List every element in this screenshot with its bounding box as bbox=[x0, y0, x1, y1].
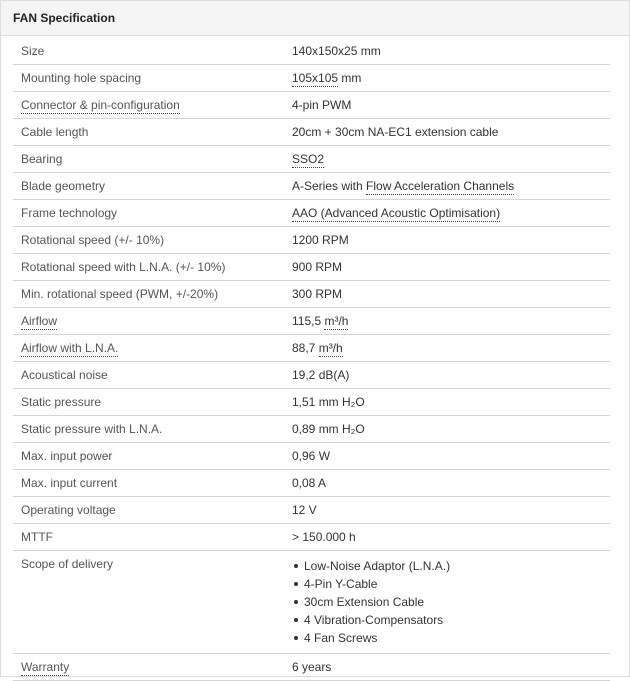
spec-value: 0,89 mm H₂O bbox=[292, 422, 365, 436]
spec-value-link[interactable]: AAO (Advanced Acoustic Optimisation) bbox=[292, 206, 501, 220]
spec-label: Max. input current bbox=[21, 476, 118, 490]
spec-value-suffix: mm bbox=[338, 71, 362, 85]
spec-label: Mounting hole spacing bbox=[21, 71, 142, 85]
spec-label bbox=[13, 654, 284, 680]
spec-value-prefix: A-Series with bbox=[292, 179, 367, 193]
table-row bbox=[13, 146, 610, 173]
list-item: 30cm Extension Cable bbox=[292, 593, 610, 611]
spec-value: 900 RPM bbox=[292, 260, 343, 274]
spec-value: 0,96 W bbox=[292, 449, 331, 463]
spec-value bbox=[284, 551, 610, 653]
spec-value-link[interactable]: Flow Acceleration Channels bbox=[366, 179, 515, 193]
spec-label bbox=[13, 335, 284, 361]
table-row bbox=[13, 173, 610, 200]
spec-value: 300 RPM bbox=[292, 287, 343, 301]
spec-table bbox=[13, 38, 610, 681]
table-row bbox=[13, 254, 610, 281]
spec-label-link[interactable]: Warranty bbox=[21, 660, 70, 674]
spec-label: Frame technology bbox=[21, 206, 118, 220]
spec-value: 12 V bbox=[292, 503, 317, 517]
spec-value bbox=[284, 335, 610, 361]
spec-label: Min. rotational speed (PWM, +/-20%) bbox=[21, 287, 219, 301]
spec-value-prefix: 115,5 bbox=[292, 314, 325, 328]
spec-value bbox=[284, 308, 610, 334]
list-item: 4 Vibration-Compensators bbox=[292, 611, 610, 629]
table-row bbox=[13, 308, 610, 335]
table-row bbox=[13, 200, 610, 227]
spec-label: Acoustical noise bbox=[21, 368, 108, 382]
table-row bbox=[13, 524, 610, 551]
spec-label: Blade geometry bbox=[21, 179, 106, 193]
table-row bbox=[13, 443, 610, 470]
spec-label: Scope of delivery bbox=[21, 557, 114, 571]
spec-label-link[interactable]: Airflow bbox=[21, 314, 58, 328]
table-row bbox=[13, 470, 610, 497]
table-row bbox=[13, 416, 610, 443]
spec-value bbox=[284, 65, 610, 91]
spec-label: Rotational speed with L.N.A. (+/- 10%) bbox=[21, 260, 226, 274]
table-row bbox=[13, 362, 610, 389]
spec-value: 6 years bbox=[292, 660, 332, 674]
spec-value-link[interactable]: SSO2 bbox=[292, 152, 325, 166]
table-row bbox=[13, 38, 610, 65]
spec-value bbox=[284, 200, 610, 226]
spec-label: Rotational speed (+/- 10%) bbox=[21, 233, 165, 247]
list-item: 4-Pin Y-Cable bbox=[292, 575, 610, 593]
spec-label-link[interactable]: Airflow with L.N.A. bbox=[21, 341, 119, 355]
table-row bbox=[13, 389, 610, 416]
spec-label: Max. input power bbox=[21, 449, 113, 463]
list-item: 4 Fan Screws bbox=[292, 629, 610, 647]
spec-label: MTTF bbox=[21, 530, 53, 544]
spec-value: 1200 RPM bbox=[292, 233, 349, 247]
spec-label: Operating voltage bbox=[21, 503, 116, 517]
spec-label: Static pressure bbox=[21, 395, 102, 409]
spec-value-link[interactable]: m³/h bbox=[318, 341, 343, 355]
spec-value-prefix: 88,7 bbox=[292, 341, 319, 355]
table-row bbox=[13, 281, 610, 308]
spec-value-link[interactable]: m³/h bbox=[324, 314, 349, 328]
spec-label: Static pressure with L.N.A. bbox=[21, 422, 163, 436]
spec-label: Bearing bbox=[21, 152, 63, 166]
table-row bbox=[13, 335, 610, 362]
table-row bbox=[13, 65, 610, 92]
spec-value-link[interactable]: 105x105 bbox=[292, 71, 339, 85]
table-row bbox=[13, 119, 610, 146]
table-row bbox=[13, 227, 610, 254]
delivery-list bbox=[292, 557, 610, 647]
spec-label bbox=[13, 92, 284, 118]
panel-title: FAN Specification bbox=[1, 1, 629, 36]
list-item: Low-Noise Adaptor (L.N.A.) bbox=[292, 557, 610, 575]
spec-label-link[interactable]: Connector & pin-configuration bbox=[21, 98, 180, 112]
table-row bbox=[13, 92, 610, 119]
table-row bbox=[13, 551, 610, 654]
spec-value: 1,51 mm H₂O bbox=[292, 395, 365, 409]
spec-value: 140x150x25 mm bbox=[292, 44, 381, 58]
spec-label: Size bbox=[21, 44, 45, 58]
spec-value bbox=[284, 146, 610, 172]
table-row bbox=[13, 497, 610, 524]
spec-label: Cable length bbox=[21, 125, 89, 139]
spec-label bbox=[13, 308, 284, 334]
spec-value: 19,2 dB(A) bbox=[292, 368, 350, 382]
spec-value: 20cm + 30cm NA-EC1 extension cable bbox=[292, 125, 499, 139]
spec-value: 0,08 A bbox=[292, 476, 327, 490]
spec-value bbox=[284, 173, 610, 199]
spec-value: 4-pin PWM bbox=[292, 98, 352, 112]
spec-value: > 150.000 h bbox=[292, 530, 356, 544]
